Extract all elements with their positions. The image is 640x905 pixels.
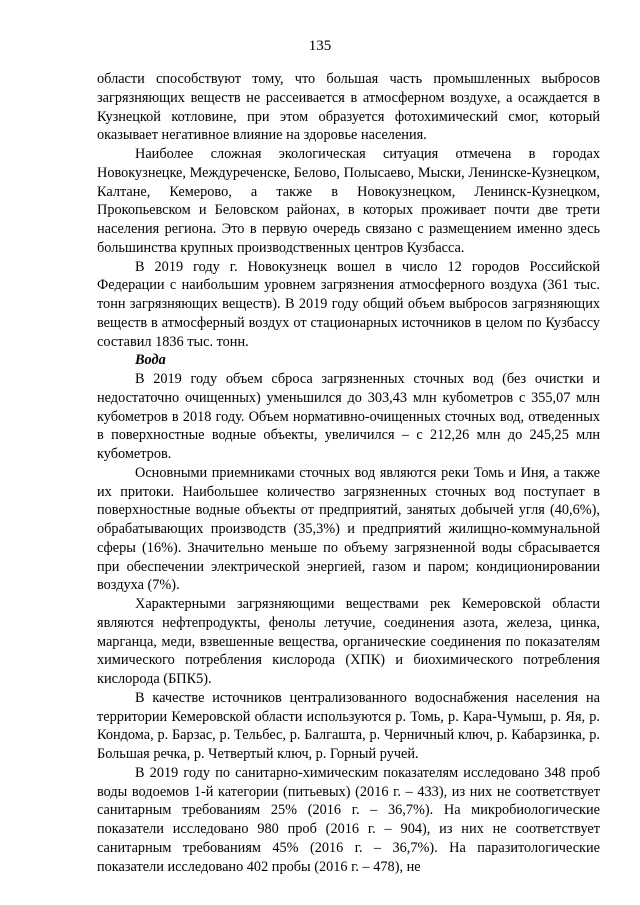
paragraph-pollutants: Характерными загрязняющими веществами рек Кемеровской области являются нефтепродукты, фенолы летучие, соединения азота, железа, цинка, марганца, меди, взвешенные вещества, органические соединения по показателям химического потребления кислорода (ХПК) и биохимического потребления кислорода (БПК5). xyxy=(97,596,600,687)
paragraph-water-sources: В качестве источников централизованного водоснабжения населения на территории Кемеровской области используются р. Томь, р. Кара-Чумыш, р. Яя, р. Кондома, р. Барзас, р. Тельбес, р. Балгашта, р. Черничный ключ, р. Кабарзинка, р. Большая речка, р. Четвертый ключ, р. Горный ручей. xyxy=(97,689,600,762)
paragraph-wastewater-receivers: Основными приемниками сточных вод являются реки Томь и Иня, а также их притоки. Наибольшее количество загрязненных сточных вод поступает в поверхностные водные объекты от предприятий, занятых добычей угля (40,6%), обрабатывающих производств (35,3%) и предприятий жилищно-коммунальной сферы (16%). Значительно меньше по объему загрязненной воды сбрасывается при обеспечении электрической энергией, газом и паром; кондиционировании воздуха (7%). xyxy=(97,464,600,594)
paragraph-wastewater-volume: В 2019 году объем сброса загрязненных сточных вод (без очистки и недостаточно очищенных) уменьшился до 303,43 млн кубометров с 355,07 млн кубометров в 2018 году. Объем нормативно-очищенных сточных вод, отведенных в поверхностные водные объекты, увеличился – с 212,26 млн до 245,25 млн кубометров. xyxy=(97,371,600,462)
paragraph-novokuznetsk-emissions: В 2019 году г. Новокузнецк вошел в число 12 городов Российской Федерации с наибольшим уровнем загрязнения атмосферного воздуха (361 тыс. тонн загрязняющих веществ). В 2019 году общий объем выбросов загрязняющих веществ в атмосферный воздух от стационарных источников в целом по Кузбассу составил 1836 тыс. тонн. xyxy=(97,258,600,350)
paragraph-water-samples: В 2019 году по санитарно-химическим показателям исследовано 348 проб воды водоемов 1-й категории (питьевых) (2016 г. – 433), из них не соответствует санитарным требованиям 25% (2016 г. – 36,7%). На микробиологические показатели исследовано 980 проб (2016 г. – 904), из них не соответствует санитарным требованиям 45% (2016 г. – 36,7%). На паразитологические показатели исследовано 402 пробы (2016 г. – 478), не xyxy=(97,764,600,875)
page-number: 135 xyxy=(308,38,332,54)
section-heading-water: Вода xyxy=(135,352,166,369)
paragraph-ecological-situation: Наиболее сложная экологическая ситуация отмечена в городах Новокузнецке, Междуреченске, Белово, Полысаево, Мыски, Ленинске-Кузнецком, Калтане, Кемерово, а также в Новокузнецком, Ленинск-Кузнецком, Прокопьевском и Беловском районах, в которых проживает почти две трети населения региона. Это в первую очередь связано с размещением именно здесь большинства крупных производственных центров Кузбасса. xyxy=(97,146,600,256)
page-body xyxy=(97,70,600,876)
paragraph-continuation: области способствуют тому, что большая часть промышленных выбросов загрязняющих веществ не рассеивается в атмосферном воздухе, а осаждается в Кузнецкой котловине, при этом образуется фотохимический смог, который оказывает негативное влияние на здоровье населения. xyxy=(97,71,600,144)
